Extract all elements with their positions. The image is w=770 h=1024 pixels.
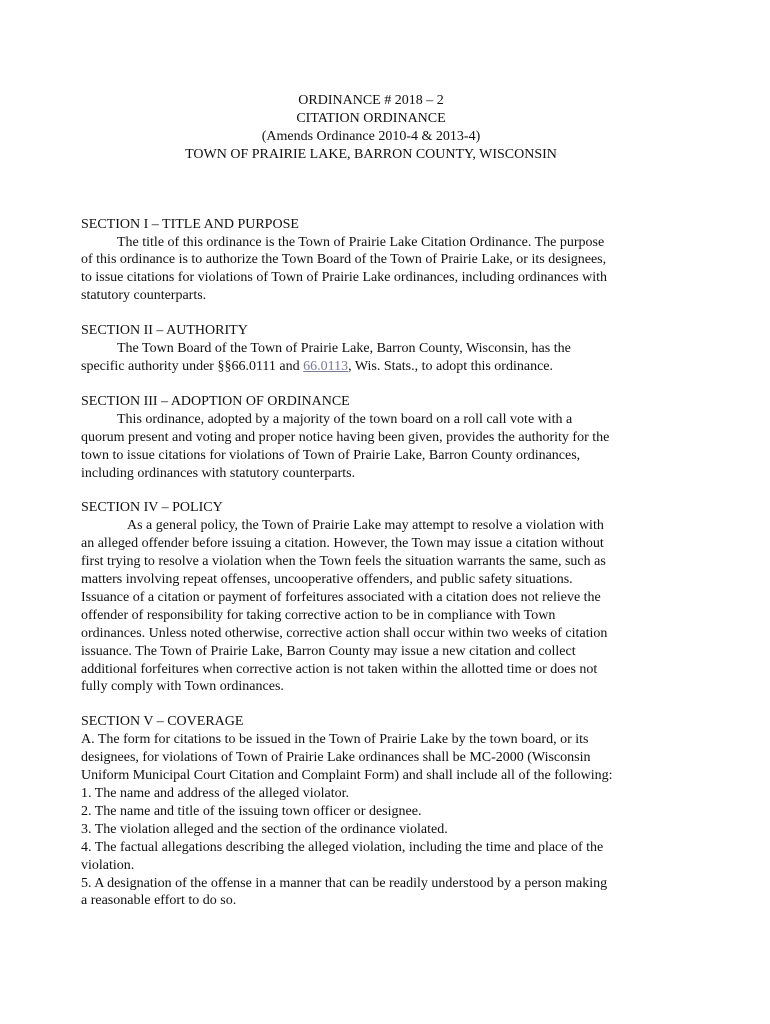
body-line: fully comply with Town ordinances. <box>81 679 284 695</box>
body-line: A. The form for citations to be issued in the Town of Prairie Lake by the town board, or its <box>81 732 589 748</box>
list-item-continuation: violation. <box>81 857 135 873</box>
section-body <box>81 234 661 306</box>
body-line: of this ordinance is to authorize the Town Board of the Town of Prairie Lake, or its designees, <box>81 252 607 268</box>
town-name: TOWN OF PRAIRIE LAKE, BARRON COUNTY, WISCONSIN <box>185 146 557 162</box>
list-item: 1. The name and address of the alleged violator. <box>81 786 349 801</box>
body-line: statutory counterparts. <box>81 288 207 304</box>
body-line: ordinances. Unless noted otherwise, corrective action shall occur within two weeks of citation <box>81 625 608 641</box>
section-policy <box>81 499 661 696</box>
body-line: The Town Board of the Town of Prairie Lake, Barron County, Wisconsin, has the <box>117 341 571 357</box>
body-line: town to issue citations for violations of Town of Prairie Lake, Barron County ordinances, <box>81 447 581 463</box>
section-heading: SECTION V – COVERAGE <box>81 714 244 730</box>
list-item: 5. A designation of the offense in a manner that can be readily understood by a person making <box>81 875 608 891</box>
body-text: , Wis. Stats., to adopt this ordinance. <box>348 358 554 374</box>
section-body <box>81 411 661 483</box>
section-title-and-purpose <box>81 216 661 306</box>
body-line: designees, for violations of Town of Prairie Lake ordinances shall be MC-2000 (Wisconsin <box>81 750 591 766</box>
section-body <box>81 517 661 696</box>
body-line: offender of responsibility for taking corrective action to be in compliance with Town <box>81 607 556 623</box>
list-item: 3. The violation alleged and the section of the ordinance violated. <box>81 821 448 837</box>
body-line: Issuance of a citation or payment of forfeitures associated with a citation does not relieve the <box>81 589 601 605</box>
document-page <box>81 92 661 927</box>
document-header <box>81 92 661 164</box>
body-line: quorum present and voting and proper notice having been given, provides the authority for the <box>81 429 610 445</box>
section-heading: SECTION I – TITLE AND PURPOSE <box>81 216 299 232</box>
section-heading: SECTION IV – POLICY <box>81 500 223 516</box>
body-line: an alleged offender before issuing a citation. However, the Town may issue a citation without <box>81 536 604 552</box>
section-coverage <box>81 713 661 910</box>
section-body <box>81 731 661 910</box>
body-line: matters involving repeat offenses, uncooperative offenders, and public safety situations. <box>81 572 573 588</box>
list-item: 4. The factual allegations describing the alleged violation, including the time and place of the <box>81 839 604 855</box>
amends-note: (Amends Ordinance 2010-4 & 2013-4) <box>261 128 481 144</box>
ordinance-title: CITATION ORDINANCE <box>296 110 446 126</box>
body-line: As a general policy, the Town of Prairie Lake may attempt to resolve a violation with <box>127 518 604 534</box>
body-line <box>81 358 661 376</box>
body-line: This ordinance, adopted by a majority of the town board on a roll call vote with a <box>117 411 573 427</box>
body-line: including ordinances with statutory counterparts. <box>81 465 356 481</box>
statute-link[interactable]: 66.0113 <box>303 358 349 374</box>
body-line: The title of this ordinance is the Town of Prairie Lake Citation Ordinance. The purpose <box>117 234 605 250</box>
list-item-continuation: a reasonable effort to do so. <box>81 893 237 909</box>
section-body <box>81 340 661 376</box>
list-item: 2. The name and title of the issuing town officer or designee. <box>81 803 422 819</box>
body-line: issuance. The Town of Prairie Lake, Barron County may issue a new citation and collect <box>81 643 576 659</box>
body-text: specific authority under §§66.0111 and <box>81 358 304 374</box>
body-line: Uniform Municipal Court Citation and Complaint Form) and shall include all of the following: <box>81 768 613 784</box>
body-line: to issue citations for violations of Town of Prairie Lake ordinances, including ordinances with <box>81 270 607 286</box>
body-line: first trying to resolve a violation when the Town feels the situation warrants the same, such as <box>81 554 606 570</box>
section-heading: SECTION III – ADOPTION OF ORDINANCE <box>81 393 350 409</box>
ordinance-number: ORDINANCE # 2018 – 2 <box>298 93 444 108</box>
body-line: additional forfeitures when corrective action is not taken within the allotted time or does not <box>81 661 598 677</box>
section-adoption <box>81 393 661 483</box>
section-heading: SECTION II – AUTHORITY <box>81 323 248 339</box>
section-authority <box>81 322 661 376</box>
